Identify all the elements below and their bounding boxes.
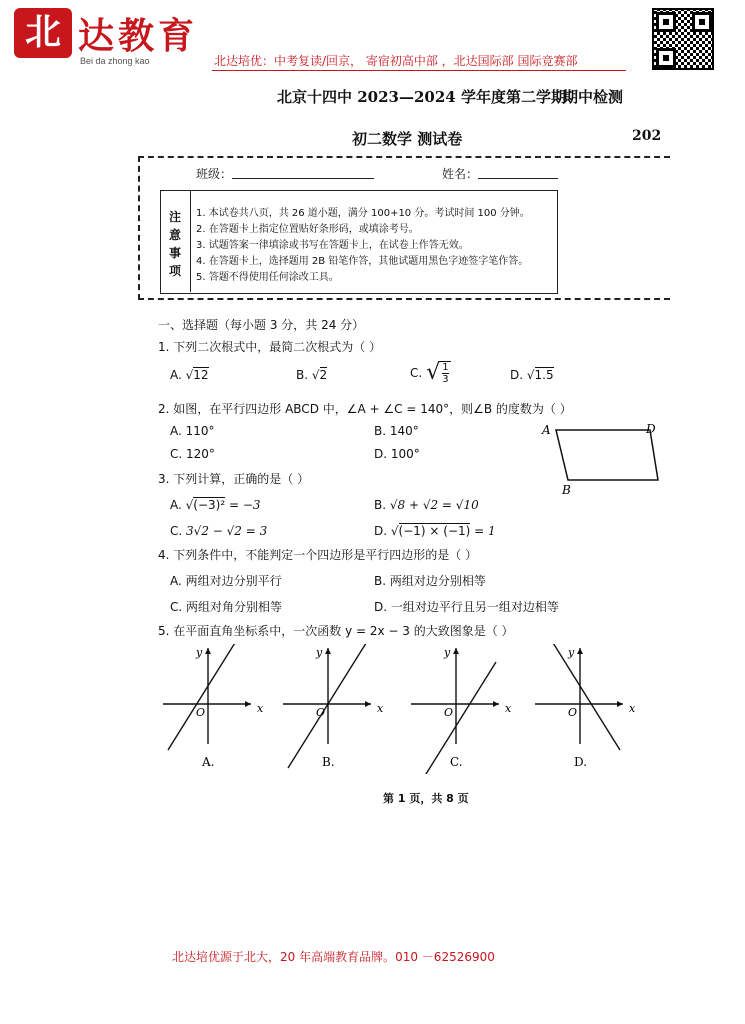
brand-logo-subtitle: Bei da zhong kao xyxy=(80,56,150,66)
notice-rule: 2. 在答题卡上指定位置贴好条形码，或填涂考号。 xyxy=(196,224,419,235)
axis-arrow-icon xyxy=(453,648,499,707)
q4-option-b[interactable]: B. 两组对边分别相等 xyxy=(374,574,486,588)
notice-rule: 1. 本试卷共八页，共 26 道小题，满分 100+10 分。考试时间 100 分钟。 xyxy=(196,208,530,219)
q3-option-a[interactable] xyxy=(170,498,261,512)
origin-label: O xyxy=(316,706,326,719)
q2-option-c[interactable]: C. 120° xyxy=(170,447,215,461)
radicand: (−3)² xyxy=(193,498,226,512)
q2-option-b[interactable]: B. 140° xyxy=(374,424,419,438)
sqrt-icon: √ xyxy=(311,368,320,382)
q5-graph-option[interactable] xyxy=(411,644,521,774)
brand-logo-name: 达教育 xyxy=(78,15,199,57)
q3-option-c[interactable] xyxy=(170,524,267,538)
y-axis-label: y xyxy=(316,646,323,659)
brand-footer: 北达培优源于北大，20 年高端教育品牌。010 －62526900 xyxy=(172,950,495,964)
origin-label: O xyxy=(196,706,206,719)
option-label: C. xyxy=(170,524,183,538)
notice-char: 注 xyxy=(168,210,181,224)
sqrt-icon: √ xyxy=(185,498,194,512)
name-field[interactable] xyxy=(478,178,558,179)
axis-arrow-icon xyxy=(577,648,623,707)
header-rule xyxy=(212,70,626,71)
q4-option-d[interactable]: D. 一组对边平行且另一组对边相等 xyxy=(374,600,559,614)
expression: 3√2 − √2 = 3 xyxy=(186,524,268,538)
origin-label: O xyxy=(568,706,578,719)
vertex-d-label: D xyxy=(646,422,656,436)
y-axis-label: y xyxy=(196,646,203,659)
notice-rule: 5. 答题不得使用任何涂改工具。 xyxy=(196,272,339,283)
expression: √8 + √2 = √10 xyxy=(389,498,479,512)
notice-char: 意 xyxy=(168,228,181,242)
origin-label: O xyxy=(444,706,454,719)
q5-graph-option[interactable] xyxy=(535,644,645,774)
brand-logo-mark: 北 xyxy=(14,8,72,58)
sqrt-icon: √ xyxy=(185,368,194,382)
sqrt-icon: √ xyxy=(390,524,399,538)
graph-option-label: B. xyxy=(322,755,335,769)
numerator: 1 xyxy=(442,361,449,373)
x-axis-label: x xyxy=(629,702,636,715)
q4-option-c[interactable]: C. 两组对角分别相等 xyxy=(170,600,283,614)
option-label: D. xyxy=(510,368,524,382)
section-title: 一、选择题（每小题 3 分，共 24 分） xyxy=(158,318,365,332)
q1-option-d[interactable] xyxy=(510,368,554,382)
fraction xyxy=(440,361,450,385)
exam-title: 北京十四中 2023—2024 学年度第二学期 xyxy=(277,88,566,106)
radicand: 2 xyxy=(319,368,328,382)
brand-banner: 北达培优：中考复读/回京， 寄宿初高中部 ，北达国际部 国际竞赛部 xyxy=(214,54,578,68)
q3-option-b[interactable] xyxy=(374,498,479,512)
expression-rest: = 1 xyxy=(470,524,496,538)
class-label: 班级： xyxy=(196,167,233,181)
option-label: A. xyxy=(170,368,182,382)
option-label: C. xyxy=(410,365,423,380)
q3-option-d[interactable] xyxy=(374,524,496,538)
option-label: A. xyxy=(170,498,182,512)
name-label: 姓名： xyxy=(442,167,479,181)
notice-char: 事 xyxy=(168,246,181,260)
graph-option-label: A. xyxy=(202,755,215,769)
question-1-stem: 1. 下列二次根式中，最简二次根式为（ ） xyxy=(158,340,382,354)
option-label: D. xyxy=(374,524,388,538)
q1-option-b[interactable] xyxy=(296,368,327,382)
sqrt-icon: √ xyxy=(426,360,441,385)
q2-option-d[interactable]: D. 100° xyxy=(374,447,420,461)
graph-option-label: C. xyxy=(450,755,463,769)
exam-type: 期中检测 xyxy=(563,88,624,106)
option-label: B. xyxy=(296,368,309,382)
page-number: 第 1 页，共 8 页 xyxy=(383,792,469,805)
notice-char: 项 xyxy=(168,264,181,278)
parallelogram-figure xyxy=(536,418,666,498)
vertex-a-label: A xyxy=(542,423,551,437)
q4-option-a[interactable]: A. 两组对边分别平行 xyxy=(170,574,282,588)
q1-option-a[interactable] xyxy=(170,368,209,382)
q1-option-c[interactable] xyxy=(410,360,451,385)
q2-option-a[interactable]: A. 110° xyxy=(170,424,215,438)
question-4-stem: 4. 下列条件中，不能判定一个四边形是平行四边形的是（ ） xyxy=(158,548,478,562)
denominator: 3 xyxy=(442,373,449,385)
parallelogram-shape xyxy=(556,430,658,480)
year-fragment: 202 xyxy=(632,128,662,144)
radicand: 1.5 xyxy=(534,368,554,382)
qr-code-icon xyxy=(652,8,714,70)
axis-arrow-icon xyxy=(205,648,251,707)
vertex-b-label: B xyxy=(562,483,571,497)
y-axis-label: y xyxy=(568,646,575,659)
graph-option-label: D. xyxy=(574,755,588,769)
x-axis-label: x xyxy=(505,702,512,715)
question-2-stem: 2. 如图，在平行四边形 ABCD 中，∠A + ∠C = 140°，则∠B 的度数为（ ） xyxy=(158,402,572,416)
notice-rule: 4. 在答题卡上，选择题用 2B 铅笔作答，其他试题用黑色字迹签字笔作答。 xyxy=(196,256,529,267)
sqrt-icon: √ xyxy=(526,368,535,382)
question-5-stem: 5. 在平面直角坐标系中，一次函数 y = 2x − 3 的大致图象是（ ） xyxy=(158,624,514,638)
x-axis-label: x xyxy=(257,702,264,715)
q5-graph-option[interactable] xyxy=(283,644,393,774)
y-axis-label: y xyxy=(444,646,451,659)
x-axis-label: x xyxy=(377,702,384,715)
q5-graph-option[interactable] xyxy=(163,644,273,774)
expression-rest: = −3 xyxy=(225,498,261,512)
radicand: (−1) × (−1) xyxy=(398,524,471,538)
question-3-stem: 3. 下列计算，正确的是（ ） xyxy=(158,472,310,486)
option-label: B. xyxy=(374,498,387,512)
class-field[interactable] xyxy=(232,178,374,179)
radicand: 12 xyxy=(193,368,209,382)
exam-subject: 初二数学 测试卷 xyxy=(352,130,463,148)
notice-rule: 3. 试题答案一律填涂或书写在答题卡上，在试卷上作答无效。 xyxy=(196,240,469,251)
